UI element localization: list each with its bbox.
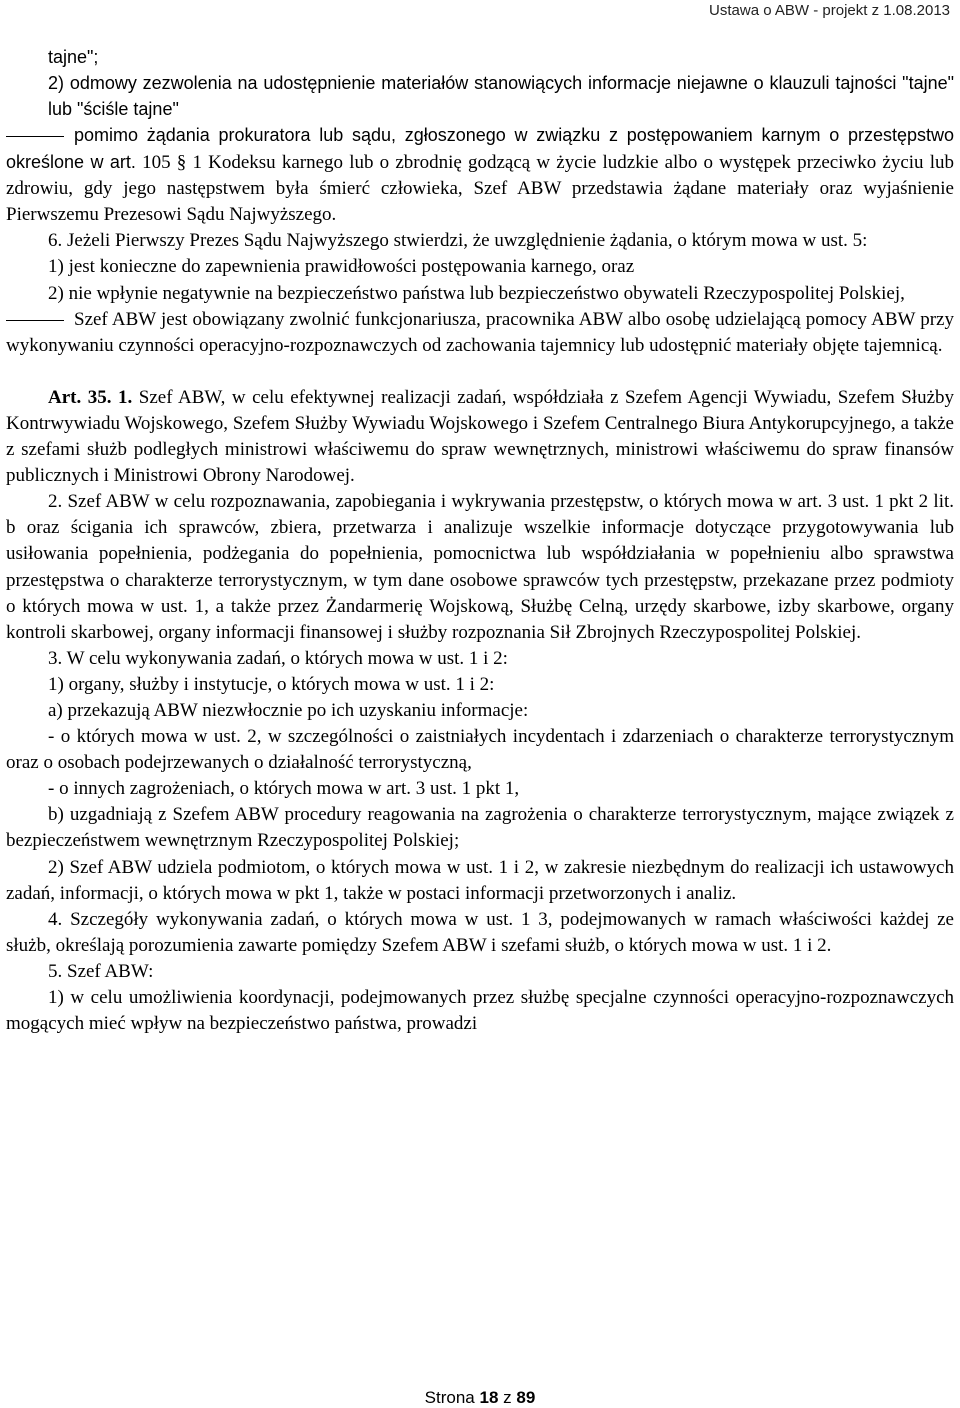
- paragraph: 2) Szef ABW udziela podmiotom, o których mowa w ust. 1 i 2, w zakresie niezbędnym do realizacji ich ustawowych zadań, informacji, o których mowa w pkt 1, także w postaci informacji przetworzonych i analiz.: [6, 856, 954, 904]
- paragraph: 1) jest konieczne do zapewnienia prawidłowości postępowania karnego, oraz: [48, 256, 635, 278]
- paragraph-part: pomimo żądania prokuratora lub sądu, zgłoszonego w związku z postępowaniem karnym o przestępstwo określone w art.: [6, 125, 954, 173]
- paragraph: [6, 122, 954, 228]
- page-number: 18: [479, 1388, 499, 1407]
- document-body: [6, 44, 954, 1037]
- paragraph-part: Szef ABW jest obowiązany zwolnić funkcjonariusza, pracownika ABW albo osobę udzielającą pomocy ABW przy wykonywaniu czynności operacyjno-rozpoznawczych od zachowania tajemnicy lub udostępnić materiały objęte tajemnicą.: [6, 308, 954, 356]
- paragraph: [6, 385, 954, 489]
- paragraph: 3. W celu wykonywania zadań, o których mowa w ust. 1 i 2:: [48, 647, 508, 669]
- paragraph: b) uzgadniają z Szefem ABW procedury reagowania na zagrożenia o charakterze terrorystycznym, mające związek z bezpieczeństwem wewnętrznym Rzeczypospolitej Polskiej;: [6, 804, 954, 852]
- paragraph: a) przekazują ABW niezwłocznie po ich uzyskaniu informacje:: [48, 699, 529, 721]
- paragraph: 1) w celu umożliwienia koordynacji, podejmowanych przez służbę specjalne czynności operacyjno-rozpoznawczych mogących mieć wpływ na bezpieczeństwo państwa, prowadzi: [6, 987, 954, 1035]
- paragraph: 6. Jeżeli Pierwszy Prezes Sądu Najwyższego stwierdzi, że uwzględnienie żądania, o którym mowa w ust. 5:: [48, 230, 868, 252]
- footer-separator: z: [503, 1388, 512, 1407]
- page-footer: [0, 1388, 960, 1408]
- paragraph: 1) organy, służby i instytucje, o których mowa w ust. 1 i 2:: [48, 673, 495, 695]
- dash-line: [6, 136, 64, 137]
- paragraph: [6, 307, 954, 359]
- paragraph-part: Szef ABW, w celu efektywnej realizacji zadań, współdziała z Szefem Agencji Wywiadu, Szefem Służby Kontrwywiadu Wojskowego, Szefem Służby Wywiadu Wojskowego i Szefem Centralnego Biura Antykorupcyjnego, a także z szefami służb podległych ministrowi właściwemu do spraw wewnętrznych, ministrowi właściwemu do spraw finansów publicznych i Ministrowi Obrony Narodowej.: [6, 386, 955, 487]
- footer-label: Strona: [424, 1388, 475, 1407]
- article-number: Art. 35. 1.: [48, 386, 133, 408]
- paragraph: 4. Szczegóły wykonywania zadań, o których mowa w ust. 1 3, podejmowanych w ramach właściwości każdej ze służb, określają porozumienia zawarte pomiędzy Szefem ABW i szefami służb, o których mowa w ust. 1 i 2.: [6, 908, 954, 956]
- page-total: 89: [516, 1388, 536, 1407]
- paragraph: tajne";: [48, 47, 99, 67]
- paragraph: 2. Szef ABW w celu rozpoznawania, zapobiegania i wykrywania przestępstw, o których mowa w art. 3 ust. 1 pkt 2 lit. b oraz ścigania ich sprawców, zbiera, przetwarza i analizuje wszelkie informacje dotyczące przygotowywania lub usiłowania popełnienia, podżegania do popełnienia, pomocnictwa lub współdziałania w popełnieniu albo sprawstwa przestępstwa o charakterze terrorystycznym, w tym dane osobowe sprawców tych przestępstw, przekazane przez podmioty o których mowa w ust. 1, a także przez Żandarmerię Wojskową, Służbę Celną, urzędy skarbowe, izby skarbowe, organy kontroli skarbowej, organy informacji finansowej i służby rozpoznania Sił Zbrojnych Rzeczypospolitej Polskiej.: [6, 491, 954, 643]
- paragraph: - o których mowa w ust. 2, w szczególności o zaistniałych incydentach i zdarzeniach o charakterze terrorystycznym oraz o osobach podejrzewanych o działalność terrorystyczną,: [6, 726, 954, 774]
- paragraph: - o innych zagrożeniach, o których mowa w art. 3 ust. 1 pkt 1,: [48, 778, 520, 800]
- paragraph: 5. Szef ABW:: [48, 960, 154, 982]
- paragraph-part: 105 § 1 Kodeksu karnego lub o zbrodnię godzącą w życie ludzkie albo o występek przeciwko życiu lub zdrowiu, gdy jego następstwem była śmierć człowieka, Szef ABW przedstawia żądane materiały oraz wyjaśnienie Pierwszemu Prezesowi Sądu Najwyższego.: [6, 152, 954, 226]
- document-header: Ustawa o ABW - projekt z 1.08.2013: [709, 2, 950, 19]
- dash-line: [6, 320, 64, 321]
- paragraph: 2) nie wpłynie negatywnie na bezpieczeństwo państwa lub bezpieczeństwo obywateli Rzeczypospolitej Polskiej,: [48, 282, 905, 304]
- paragraph: 2) odmowy zezwolenia na udostępnienie materiałów stanowiących informacje niejawne o klauzuli tajności "tajne" lub "ściśle tajne": [48, 73, 954, 119]
